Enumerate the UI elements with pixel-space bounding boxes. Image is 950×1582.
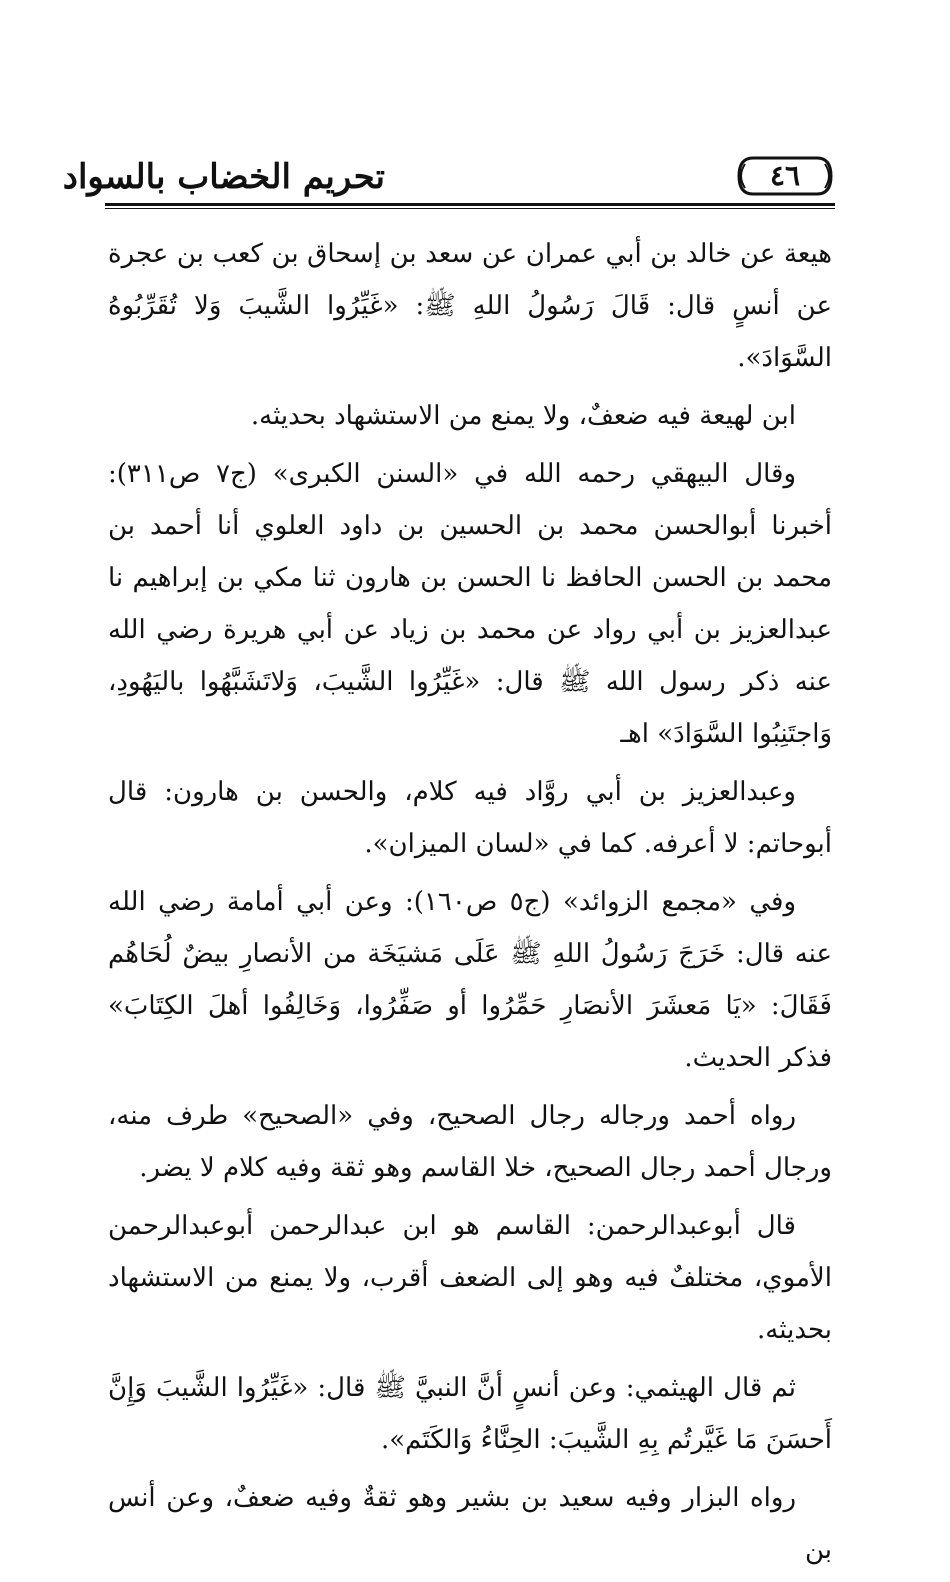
paragraph-9: رواه البزار وفيه سعيد بن بشير وهو ثقةٌ وفيه ضعفٌ، وعن أنس بن bbox=[108, 1483, 832, 1565]
page-number: ٤٦ bbox=[769, 159, 801, 192]
paragraph-1: هيعة عن خالد بن أبي عمران عن سعد بن إسحاق بن كعب بن عجرة عن أنسٍ قال: قَالَ رَسُولُ اللهِ ﷺ: «غَيِّرُوا الشَّيبَ وَلا تُقَرِّبُوهُ السَّوَادَ». bbox=[108, 239, 832, 373]
paragraph-5: وفي «مجمع الزوائد» (ج٥ ص١٦٠): وعن أبي أمامة رضي الله عنه قال: خَرَجَ رَسُولُ اللهِ ﷺ عَلَى مَشيَخَة من الأنصارِ بيضٌ لُحَاهُم فَقَالَ: «يَا مَعشَرَ الأنصَارِ حَمِّرُوا أو صَفِّرُوا، وَخَالِفُوا أهلَ الكِتَابَ» فذكر الحديث. bbox=[108, 887, 832, 1073]
running-title: تحريم الخضاب بالسواد bbox=[62, 157, 385, 197]
paragraph-8: ثم قال الهيثمي: وعن أنسٍ أنَّ النبيَّ ﷺ قال: «غَيِّرُوا الشَّيبَ وَإِنَّ أَحسَنَ مَا غَيَّرتُم بِهِ الشَّيبَ: الحِنَّاءُ وَالكَتَم». bbox=[108, 1373, 832, 1455]
paragraph-4: وعبدالعزيز بن أبي روَّاد فيه كلام، والحسن بن هارون: قال أبوحاتم: لا أعرفه. كما في «لسان الميزان». bbox=[108, 777, 832, 859]
paragraph-7: قال أبوعبدالرحمن: القاسم هو ابن عبدالرحمن أبوعبدالرحمن الأموي، مختلفٌ فيه وهو إلى الضعف أقرب، ولا يمنع من الاستشهاد بحديثه. bbox=[108, 1211, 832, 1345]
page-header bbox=[62, 152, 835, 202]
header-rule-thin bbox=[105, 208, 835, 209]
page-number-badge bbox=[735, 154, 835, 198]
paragraph-3: وقال البيهقي رحمه الله في «السنن الكبرى» (ج٧ ص٣١١): أخبرنا أبوالحسن محمد بن الحسين بن داود العلوي أنا أحمد بن محمد بن الحسن الحافظ نا الحسن بن هارون ثنا مكي بن إبراهيم نا عبدالعزيز بن أبي رواد عن محمد بن زياد عن أبي هريرة رضي الله عنه ذكر رسول الله ﷺ قال: «غَيِّرُوا الشَّيبَ، وَلاتَشَبَّهُوا باليَهُودِ، وَاجتَنِبُوا السَّوَادَ» اهـ bbox=[108, 459, 832, 749]
header-rule bbox=[105, 203, 835, 206]
paragraph-2: ابن لهيعة فيه ضعفٌ، ولا يمنع من الاستشهاد بحديثه. bbox=[250, 401, 796, 431]
paragraph-6: رواه أحمد ورجاله رجال الصحيح، وفي «الصحيح» طرف منه، ورجال أحمد رجال الصحيح، خلا القاسم وهو ثقة وفيه كلام لا يضر. bbox=[108, 1101, 832, 1183]
body-text bbox=[108, 228, 832, 1582]
